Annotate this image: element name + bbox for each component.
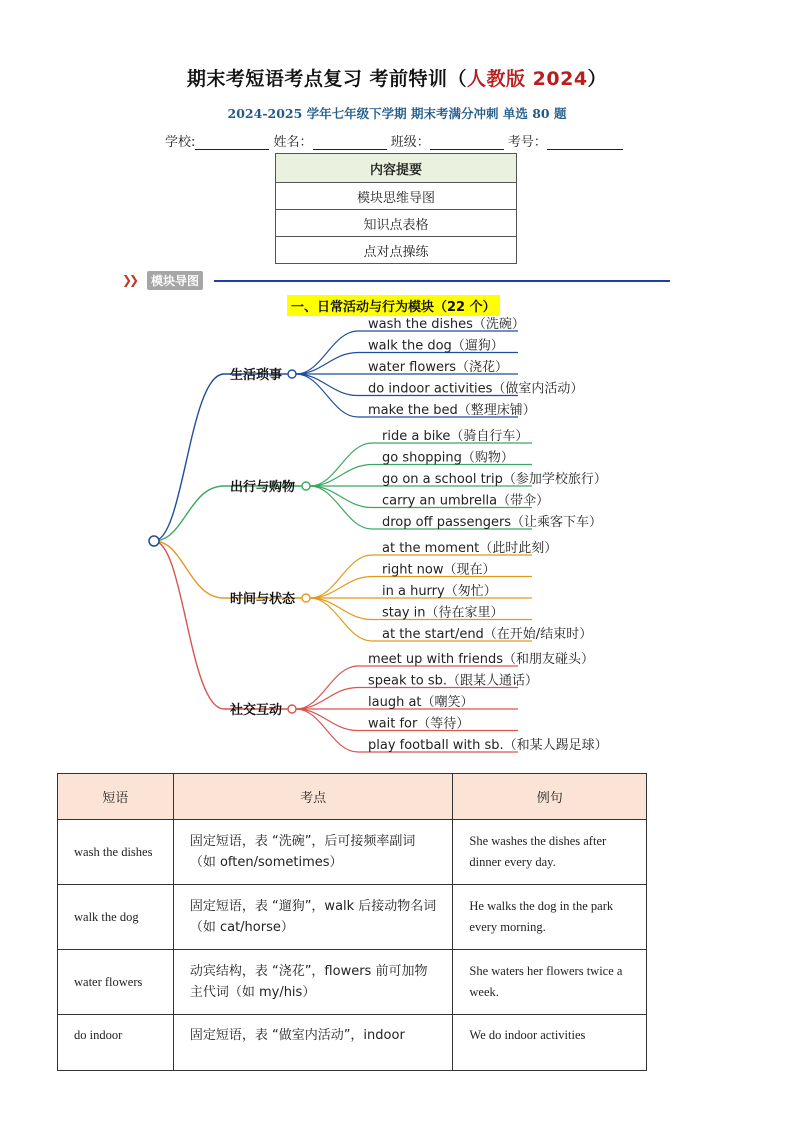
branch-label: 时间与状态 (230, 592, 296, 607)
mindmap-leaf: stay in（待在家里） (382, 605, 504, 621)
module-title: 一、日常活动与行为模块（22 个） (287, 295, 500, 316)
class-label: 班级： (390, 135, 430, 150)
mindmap-leaf: go shopping（购物） (382, 450, 514, 466)
phrase-cell: wash the dishes (58, 820, 174, 885)
branch-label: 社交互动 (230, 703, 283, 718)
section-header (122, 271, 672, 289)
example-cell: He walks the dog in the park every morning. (453, 885, 647, 950)
contents-item: 模块思维导图 (276, 183, 517, 210)
mind-map (0, 315, 794, 765)
student-info-line (165, 131, 623, 150)
table-row (58, 950, 647, 1015)
mindmap-leaf: laugh at（嘲笑） (368, 695, 474, 710)
phrase-cell: water flowers (58, 950, 174, 1015)
mindmap-leaf: drop off passengers（让乘客下车） (382, 515, 603, 530)
column-header: 考点 (173, 774, 453, 820)
phrase-cell: do indoor (58, 1015, 174, 1071)
table-row (58, 1015, 647, 1071)
double-chevron-icon: ❯❯ (122, 273, 137, 287)
mindmap-leaf: walk the dog（遛狗） (368, 338, 504, 354)
contents-item: 点对点操练 (276, 237, 517, 264)
contents-item: 知识点表格 (276, 210, 517, 237)
mindmap-leaf: carry an umbrella（带伞） (382, 493, 550, 509)
branch-node (302, 482, 310, 490)
mindmap-leaf: play football with sb.（和某人踢足球） (368, 738, 608, 753)
branch-label: 生活琐事 (230, 368, 283, 383)
exam-no-label: 考号： (507, 135, 547, 150)
table-header-row (58, 774, 647, 820)
mindmap-leaf: do indoor activities（做室内活动） (368, 381, 584, 397)
title-accent: 人教版 2024 (467, 68, 588, 90)
column-header: 例句 (453, 774, 647, 820)
column-header: 短语 (58, 774, 174, 820)
branch-connector (154, 541, 302, 598)
point-cell: 固定短语，表 “做室内活动”，indoor (173, 1015, 453, 1071)
section-label: 模块导图 (147, 271, 203, 290)
table-row (58, 820, 647, 885)
point-cell: 固定短语，表 “洗碗”，后可接频率副词（如 often/sometimes） (173, 820, 453, 885)
branch-connector (154, 541, 288, 709)
mindmap-leaf: at the moment（此时此刻） (382, 541, 558, 556)
mindmap-leaf: water flowers（浇花） (368, 360, 509, 375)
example-cell: She waters her flowers twice a week. (453, 950, 647, 1015)
branch-node (288, 705, 296, 713)
exam-no-blank[interactable] (547, 135, 623, 150)
example-cell: We do indoor activities (453, 1015, 647, 1071)
school-label: 学校: (165, 135, 196, 150)
mindmap-leaf: go on a school trip（参加学校旅行） (382, 472, 607, 487)
branch-connector (154, 374, 288, 541)
class-blank[interactable] (430, 135, 504, 150)
name-label: 姓名： (273, 135, 313, 150)
subtitle: 2024-2025 学年七年级下学期 期末考满分冲刺 单选 80 题 (227, 106, 567, 121)
contents-table (275, 153, 517, 264)
section-rule (214, 280, 670, 282)
mindmap-leaf: at the start/end（在开始/结束时） (382, 627, 593, 642)
example-cell: She washes the dishes after dinner every day. (453, 820, 647, 885)
branch-label: 出行与购物 (230, 480, 296, 495)
page-title (0, 64, 794, 91)
mindmap-leaf: in a hurry（匆忙） (382, 584, 497, 599)
mindmap-leaf: make the bed（整理床铺） (368, 403, 536, 418)
phrase-table (57, 773, 647, 1071)
contents-heading: 内容提要 (276, 154, 517, 183)
title-end: ） (587, 68, 608, 90)
root-node (149, 536, 159, 546)
table-row (58, 885, 647, 950)
mindmap-leaf: speak to sb.（跟某人通话） (368, 673, 538, 689)
mindmap-leaf: right now（现在） (382, 562, 496, 578)
title-main: 期末考短语考点复习 考前特训（ (186, 68, 468, 90)
mindmap-leaf: wash the dishes（洗碗） (368, 317, 525, 332)
name-blank[interactable] (313, 135, 387, 150)
point-cell: 动宾结构，表 “浇花”，flowers 前可加物主代词（如 my/his） (173, 950, 453, 1015)
branch-node (302, 594, 310, 602)
school-blank[interactable] (195, 135, 269, 150)
phrase-cell: walk the dog (58, 885, 174, 950)
branch-node (288, 370, 296, 378)
point-cell: 固定短语，表 “遛狗”，walk 后接动物名词（如 cat/horse） (173, 885, 453, 950)
mindmap-leaf: meet up with friends（和朋友碰头） (368, 652, 595, 667)
mindmap-leaf: ride a bike（骑自行车） (382, 429, 529, 444)
mindmap-leaf: wait for（等待） (368, 716, 470, 732)
